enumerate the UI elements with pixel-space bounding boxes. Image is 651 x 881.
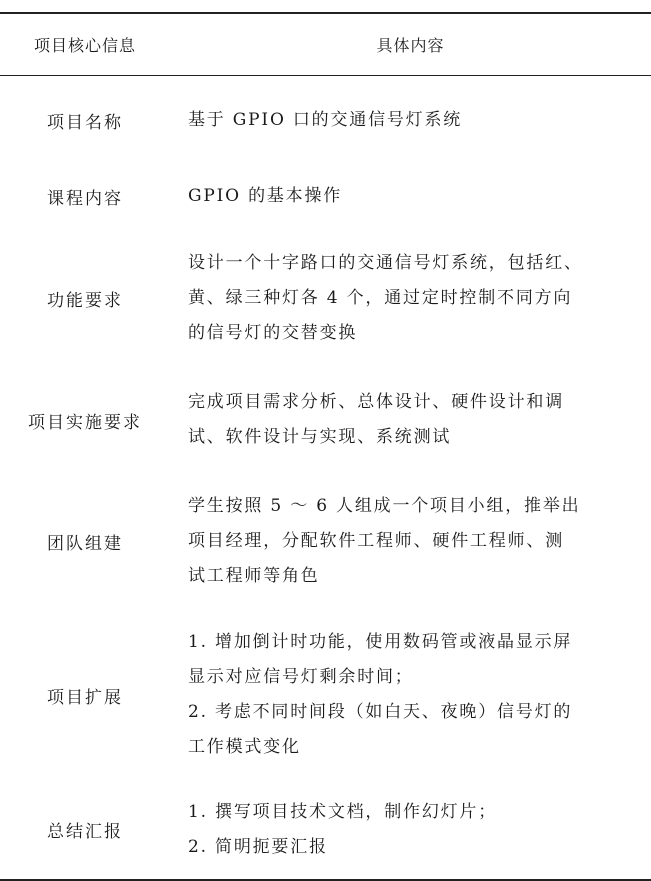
header-content-column: 具体内容	[376, 35, 445, 55]
row-key: 课程内容	[47, 189, 123, 209]
content-line: 设计一个十字路口的交通信号灯系统，包括红、	[188, 252, 583, 273]
row-content	[170, 472, 651, 610]
content-line: 显示对应信号灯剩余时间；	[188, 667, 414, 687]
table-row-project-extension	[0, 610, 651, 780]
row-key: 项目实施要求	[28, 412, 142, 433]
content-line: GPIO 的基本操作	[188, 186, 343, 206]
content-line: 黄、绿三种灯各 4 个，通过定时控制不同方向	[188, 287, 573, 308]
table-row-function-requirements	[0, 228, 651, 368]
content-line: 试工程师等角色	[188, 565, 320, 586]
table-row-team-building	[0, 472, 651, 610]
table-body	[0, 75, 651, 880]
content-line: 基于 GPIO 口的交通信号灯系统	[188, 109, 463, 130]
content-line: 的信号灯的交替变换	[188, 322, 358, 343]
content-line: 1. 撰写项目技术文档，制作幻灯片；	[188, 801, 498, 822]
row-content	[170, 165, 651, 228]
content-line: 2. 考虑不同时间段（如白天、夜晚）信号灯的	[188, 702, 573, 722]
row-key: 项目名称	[47, 112, 123, 133]
content-line: 项目经理，分配软件工程师、硬件工程师、测	[188, 530, 564, 551]
content-line: 学生按照 5 ～ 6 人组成一个项目小组，推举出	[188, 495, 581, 516]
row-content	[170, 610, 651, 780]
table-row-summary-report	[0, 780, 651, 880]
row-content	[170, 75, 651, 165]
content-line: 2. 简明扼要汇报	[188, 836, 328, 857]
table-row-implementation-requirements	[0, 368, 651, 472]
table-row-course-content	[0, 165, 651, 228]
table-row-project-name	[0, 75, 651, 165]
row-content	[170, 368, 651, 472]
row-key: 团队组建	[47, 533, 123, 554]
row-content	[170, 780, 651, 880]
row-key: 项目扩展	[47, 687, 123, 708]
content-line: 试、软件设计与实现、系统测试	[188, 427, 452, 447]
table-header	[0, 13, 651, 75]
content-line: 1. 增加倒计时功能，使用数码管或液晶显示屏	[188, 632, 573, 652]
header-row	[0, 13, 651, 75]
content-line: 工作模式变化	[188, 737, 301, 757]
content-line: 完成项目需求分析、总体设计、硬件设计和调	[188, 392, 564, 412]
project-info-table	[0, 12, 651, 881]
header-key-column: 项目核心信息	[33, 35, 136, 55]
row-key: 功能要求	[47, 290, 123, 311]
row-key: 总结汇报	[47, 822, 123, 842]
row-content	[170, 228, 651, 368]
